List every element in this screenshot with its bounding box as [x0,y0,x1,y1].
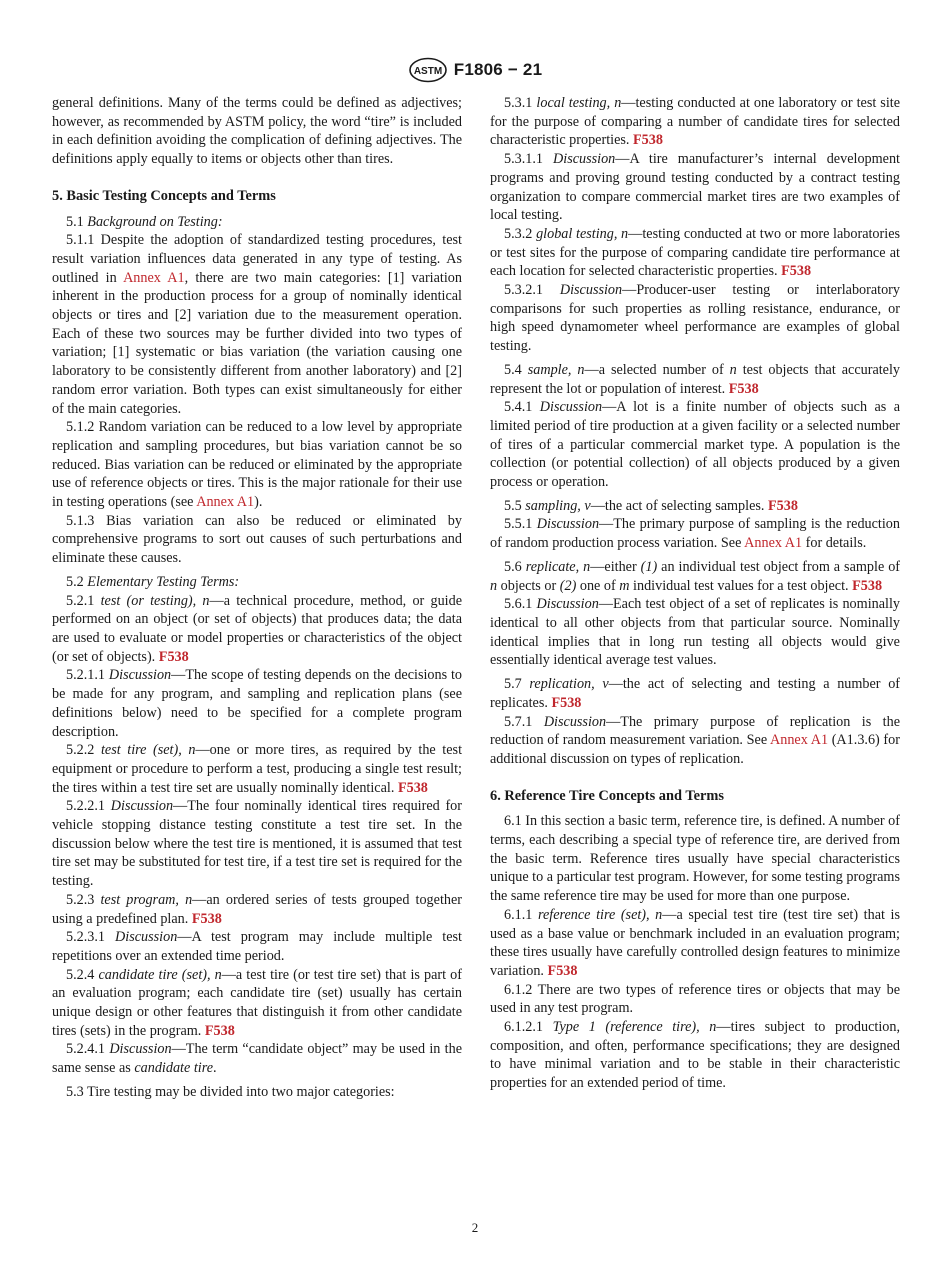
f538-link[interactable]: F538 [547,962,578,979]
section-6-heading: 6. Reference Tire Concepts and Terms [490,787,724,804]
svg-text:ASTM: ASTM [413,66,442,77]
f538-link[interactable]: F538 [204,1022,235,1039]
f538-link[interactable]: F538 [728,380,759,397]
annex-a1-link[interactable]: Annex A1 [196,494,255,511]
para-5-3-2-1: 5.3.2.1 Discussion—Producer-user testing or interlaboratory comparisons for such properties as rolling resistance, endurance, or high speed dynamometer wheel performance are examples of global testing. [490,282,901,355]
astm-logo-icon [408,57,448,83]
para-5-6: 5.6 replicate, n—either (1) an individual test object from a sample of n objects or (2) one of m individual test values for a test object. F538 [490,558,901,594]
annex-a1-link[interactable]: Annex A1 [744,535,803,552]
para-5-2: 5.2 Elementary Testing Terms: [66,573,240,590]
annex-a1-link[interactable]: Annex A1 [123,269,185,286]
para-5-1-2: 5.1.2 Random variation can be reduced to a low level by appropriate replication and sampling procedures, but bias variation cannot be so reduced. Bias variation can be reduced or eliminated by the appropriate use of reference objects or tires. This is the major rationale for their use in testing operations (see Annex A1). [52,419,462,511]
para-5-1-1: 5.1.1 Despite the adoption of standardized testing procedures, test result variation influences data generated in any type of testing. As outlined in Annex A1, there are two main categories: [1] variation inherent in the production process for a group of nominally identical objects or tires and [2] variation due to the measurement operation. Each of these two sources may be further divided into two types of variation; [1] systematic or bias variation (the variation causing one laboratory to be consistently different from another laboratory) and [2] random error variation. Both types can exist simultaneously for either of the main categories. [52,232,462,417]
para-6-1-2-1: 6.1.2.1 Type 1 (reference tire), n—tires subject to production, composition, and often, performance specifications; they are designed to have minimal variation and to be stable in their characteristic properties for an extended period of time. [490,1019,900,1092]
para-6-1: 6.1 In this section a basic term, reference tire, is defined. A number of terms, each describing a special type of reference tire, are derived from the basic term. Reference tires usually have special characteristics unique to a particular test program. However, for some testing programs the same reference tire may be used for more than one purpose. [490,813,900,905]
f538-link[interactable]: F538 [158,648,189,665]
f538-link[interactable]: F538 [768,497,798,514]
para-5-1: 5.1 Background on Testing: [66,213,223,230]
para-5-2-3: 5.2.3 test program, n—an ordered series of tests grouped together using a predefined plan. F538 [52,891,462,927]
para-5-5: 5.5 sampling, v—the act of selecting samples. F538 [504,497,798,514]
para-5-3-1: 5.3.1 local testing, n—testing conducted at one laboratory or test site for the purpose of comparing a number of candidate tires for selected characteristic properties. F538 [490,95,901,149]
para-5-3: 5.3 Tire testing may be divided into two major categories: [66,1083,395,1100]
para-5-3-1-1: 5.3.1.1 Discussion—A tire manufacturer’s internal development programs and proving ground testing conducted by a contract testing organization to compare commercial market tires are two examples of local testing. [490,151,900,224]
f538-link[interactable]: F538 [397,779,428,796]
para-5-7-1: 5.7.1 Discussion—The primary purpose of replication is the reduction of random measurement variation. See Annex A1 (A1.3.6) for additional discussion on types of replication. [490,713,901,767]
para-6-1-2: 6.1.2 There are two types of reference tires or objects that may be used in any test program. [490,981,900,1017]
para-5-2-1-1: 5.2.1.1 Discussion—The scope of testing depends on the decisions to be made for any program, and sampling and replication plans (see definitions below) need to be specified for a complete program description. [52,667,463,740]
document-designation: F1806 − 21 [453,60,543,79]
para-5-6-1: 5.6.1 Discussion—Each test object of a set of replicates is nominally identical to all other objects from that particular source. Nominally identical implies that in long run testing all objects would give essentially identical average test values. [490,596,900,669]
para-5-2-2-1: 5.2.2.1 Discussion—The four nominally identical tires required for vehicle stopping distance testing constitute a test tire set. In the discussion below where the test tire is mentioned, it is assumed that test tire set may be substituted for test tire, if a test tire set is required for the testing. [52,798,463,890]
f538-link[interactable]: F538 [781,263,812,280]
f538-link[interactable]: F538 [551,694,582,711]
page-header [0,55,950,85]
annex-a1-link[interactable]: Annex A1 [770,732,829,749]
left-column [52,94,462,1102]
f538-link[interactable]: F538 [852,577,883,594]
f538-link[interactable]: F538 [632,132,663,149]
para-5-2-4-1: 5.2.4.1 Discussion—The term “candidate object” may be used in the same sense as candidate tire. [52,1041,462,1077]
para-6-1-1: 6.1.1 reference tire (set), n—a special test tire (test tire set) that is used as a base value or benchmark included in an evaluation program; these tires usually have carefully controlled design features to minimize variation. F538 [490,906,900,979]
para-5-3-2: 5.3.2 global testing, n—testing conducted at two or more laboratories or test sites for the purpose of comparing candidate tire performance at each location for selected characteristic properties. F538 [490,225,901,280]
f538-link[interactable]: F538 [191,910,222,927]
page-number: 2 [471,1220,479,1235]
para-5-5-1: 5.5.1 Discussion—The primary purpose of sampling is the reduction of random production process variation. See Annex A1 for details. [490,516,900,552]
para-5-4: 5.4 sample, n—a selected number of n test objects that accurately represent the lot or population of interest. F538 [490,361,901,397]
right-column [490,94,900,1093]
para-5-4-1: 5.4.1 Discussion—A lot is a finite number of objects such as a limited period of tire production at a given facility or a selected number of tires of a particular commercial market type. A population is the collection (or potential collection) of all objects produced by a given process or operation. [490,399,901,491]
para-5-2-1: 5.2.1 test (or testing), n—a technical procedure, method, or guide performed on an object (or set of objects) that produces data; the data are used to evaluate or model properties or characteristics of the object (or set of objects). F538 [52,592,463,665]
para-5-2-3-1: 5.2.3.1 Discussion—A test program may include multiple test repetitions over an extended time period. [52,929,462,964]
para-5-7: 5.7 replication, v—the act of selecting and testing a number of replicates. F538 [490,676,901,711]
para-5-2-2: 5.2.2 test tire (set), n—one or more tires, as required by the test equipment or procedure to perform a test, producing a single test result; the tires within a test tire set are usually nominally identical. F538 [52,742,463,796]
para-5-1-3: 5.1.3 Bias variation can also be reduced or eliminated by comprehensive programs to sort out causes of such perturbations and eliminate these causes. [52,512,462,567]
section-5-heading: 5. Basic Testing Concepts and Terms [52,187,276,204]
intro-paragraph: general definitions. Many of the terms could be defined as adjectives; however, as recommended by ASTM policy, the word “tire” is included in each definition avoiding the complication of defining adjectives. The definitions apply equally to items or objects other than tires. [52,95,462,168]
para-5-2-4: 5.2.4 candidate tire (set), n—a test tire (or test tire set) that is part of an evaluation program; each candidate tire (set) usually has certain unique design or other features that distinguish it from other candidate tires (sets) in the program. F538 [52,966,462,1039]
